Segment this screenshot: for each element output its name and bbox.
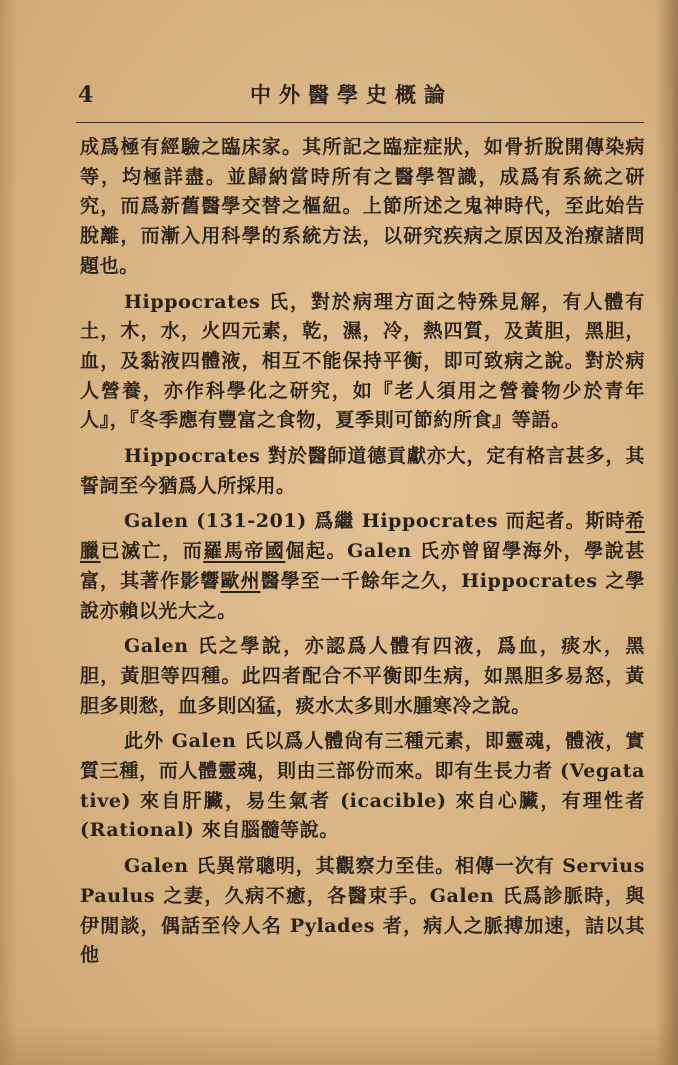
body-text [80,133,645,977]
header-rule [76,122,644,123]
page-edge-shadow-bottom [0,1025,678,1065]
paragraph-4-text-d: 醫學至一千餘年之久，Hippocrates 之學說亦賴以光大之。 [80,569,645,622]
paragraph-1: 成爲極有經驗之臨床家。其所記之臨症症狀，如骨折脫開傳染病等，均極詳盡。並歸納當時所有之醫學智識，成爲有系統之研究，而爲新舊醫學交替之樞紐。上節所述之鬼神時代，至此始告脫離，而漸入用科學的系統方法，以研究疾病之原因及治療諸問題也。 [80,136,645,277]
paragraph-4-text-a: Galen (131-201) 爲繼 Hippocrates 而起者。斯時 [124,510,626,533]
page-number: 4 [78,82,94,108]
place-name-greece: 希臘 [80,510,645,563]
paragraph-5: Galen 氏之學說，亦認爲人體有四液，爲血，痰水，黑胆，黃胆等四種。此四者配合不平衡即生病，如黑胆多易怒，黃胆多則愁，血多則凶猛，痰水太多則水腫寒冷之說。 [80,635,645,717]
paragraph-6: 此外 Galen 氏以爲人體尙有三種元素，即靈魂，體液，實質三種，而人體靈魂，則由三部份而來。即有生長力者 (Vegatative) 來自肝臟，易生氣者 (icacible) 來自心臟，有理性者 (Rational) 來自腦髓等說。 [80,730,645,842]
page-edge-shadow-left [0,0,18,1065]
paragraph-4-text-c: 倔起。Galen 氏亦曾留學海外，學說甚富，其著作影響 [80,540,645,592]
place-name-europe: 歐州 [220,569,261,592]
paragraph-3: Hippocrates 對於醫師道德貢獻亦大，定有格言甚多，其誓詞至今猶爲人所採用。 [80,445,645,497]
place-name-roman-empire: 羅馬帝國 [203,540,286,563]
running-title: 中外醫學史概論 [250,82,453,107]
page-edge-shadow-right [656,0,678,1065]
paragraph-4 [80,507,645,626]
paragraph-2: Hippocrates 氏，對於病理方面之特殊見解，有人體有土，木，水，火四元素，乾，濕，冷，熱四質，及黃胆，黑胆，血，及黏液四體液，相互不能保持平衡，即可致病之說。對於病人營養，亦作科學化之研究，如『老人須用之營養物少於青年人』，『冬季應有豐富之食物，夏季則可節約所食』等語。 [80,290,645,432]
page-header [78,80,638,110]
paragraph-4-text-b: 已滅亡，而 [100,540,204,563]
paragraph-7: Galen 氏異常聰明，其觀察力至佳。相傳一次有 Servius Paulus 之妻，久病不癒，各醫束手。Galen 氏爲診脈時，與伊閒談，偶話至伶人名 Pylades 者，病人之脈搏加速，詰以其他 [80,855,645,967]
